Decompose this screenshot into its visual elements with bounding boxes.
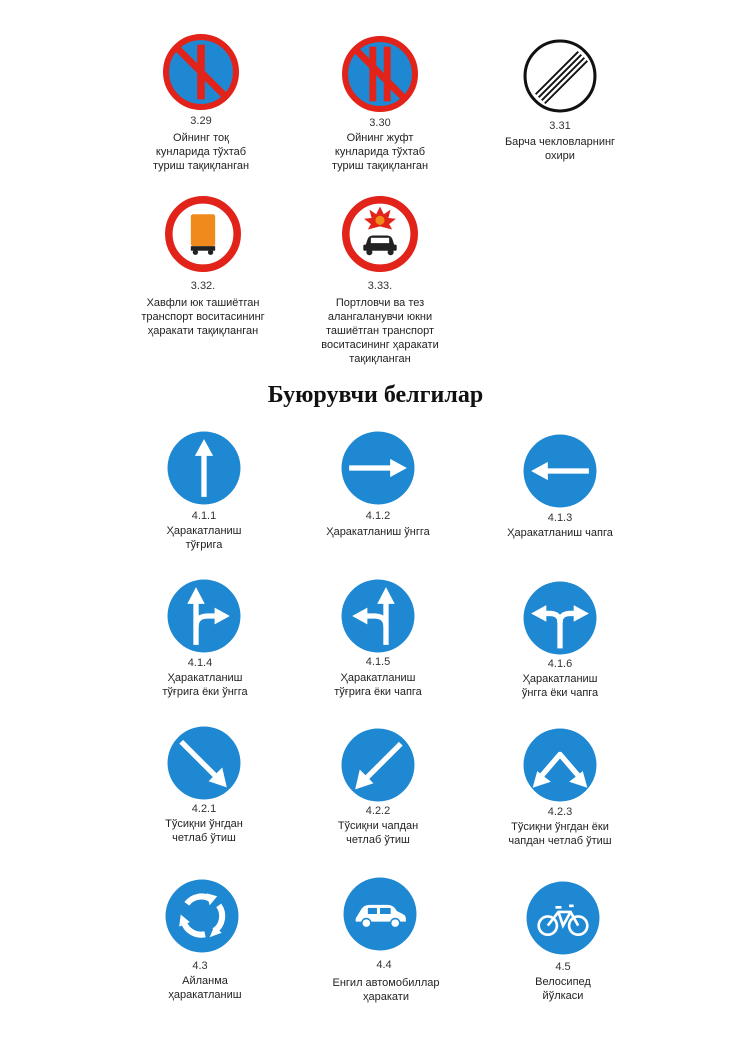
sign-code: 3.29 xyxy=(190,115,212,127)
no-dangerous-goods-icon xyxy=(165,196,241,272)
sign-caption: Ҳаракатланиш тўғрига xyxy=(166,525,242,551)
pass-either-side-icon xyxy=(522,727,598,803)
sign-caption: Ҳаракатланиш тўғрига ёки ўнгга xyxy=(162,672,248,698)
sign-code: 3.33. xyxy=(367,280,393,292)
sign-3-33 xyxy=(342,196,418,272)
sign-4-3 xyxy=(164,878,240,954)
end-of-all-restrictions-icon xyxy=(522,38,598,114)
sign-caption: Тўсиқни ўнгдан ёки чапдан четлаб ўтиш xyxy=(508,821,612,847)
sign-4-5 xyxy=(525,880,601,956)
keep-right-arrow-icon xyxy=(166,725,242,801)
sign-code: 4.3 xyxy=(192,960,208,972)
sign-caption: Ҳаракатланиш чапга xyxy=(507,527,613,539)
sign-3-29 xyxy=(163,34,239,110)
bicycle-icon xyxy=(525,880,601,956)
sign-caption: Ойнинг жуфт кунларида тўхтаб туриш тақиқланган xyxy=(331,132,429,172)
sign-3-30 xyxy=(342,36,418,112)
straight-or-right-arrow-icon xyxy=(166,578,242,654)
sign-code: 4.1.6 xyxy=(547,658,573,670)
sign-3-31 xyxy=(522,38,598,114)
sign-caption: Ҳаракатланиш ўнгга xyxy=(326,526,430,538)
sign-caption: Енгил автомобиллар ҳаракати xyxy=(332,977,440,1003)
left-or-right-arrow-icon xyxy=(522,580,598,656)
sign-caption: Тўсиқни чапдан четлаб ўтиш xyxy=(337,820,419,846)
no-parking-even-days-icon xyxy=(342,36,418,112)
sign-caption: Тўсиқни ўнгдан четлаб ўтиш xyxy=(165,818,243,844)
roundabout-icon xyxy=(164,878,240,954)
sign-code: 4.1.1 xyxy=(191,510,217,522)
sign-caption: Ҳаракатланиш тўғрига ёки чапга xyxy=(334,672,422,698)
no-explosives-icon xyxy=(342,196,418,272)
sign-code: 3.32. xyxy=(190,280,216,292)
sign-code: 4.2.3 xyxy=(547,806,573,818)
sign-caption: Ойнинг тоқ кунларида тўхтаб туриш тақиқланган xyxy=(152,132,250,172)
sign-code: 4.2.2 xyxy=(365,805,391,817)
sign-4-1-4 xyxy=(166,578,242,654)
sign-code: 4.4 xyxy=(376,959,392,971)
sign-4-1-3 xyxy=(522,433,598,509)
sign-code: 4.1.2 xyxy=(365,510,391,522)
sign-code: 4.2.1 xyxy=(191,803,217,815)
straight-or-left-arrow-icon xyxy=(340,578,416,654)
left-arrow-icon xyxy=(522,433,598,509)
straight-arrow-icon xyxy=(166,430,242,506)
sign-caption: Барча чекловларнинг охири xyxy=(504,136,616,162)
keep-left-arrow-icon xyxy=(340,727,416,803)
sign-caption: Хавфли юк ташиётган транспорт воситасининг ҳаракати тақиқланган xyxy=(141,297,265,337)
sign-code: 3.31 xyxy=(549,120,571,132)
sign-4-1-5 xyxy=(340,578,416,654)
sign-4-1-6 xyxy=(522,580,598,656)
sign-code: 4.1.3 xyxy=(547,512,573,524)
sign-4-2-3 xyxy=(522,727,598,803)
sign-caption: Айланма ҳаракатланиш xyxy=(168,975,242,1001)
sign-4-1-1 xyxy=(166,430,242,506)
sign-caption: Велосипед йўлкаси xyxy=(535,976,591,1002)
sign-3-32 xyxy=(165,196,241,272)
sign-code: 4.1.4 xyxy=(187,657,213,669)
right-arrow-icon xyxy=(340,430,416,506)
sign-4-2-2 xyxy=(340,727,416,803)
no-parking-odd-days-icon xyxy=(163,34,239,110)
sign-4-1-2 xyxy=(340,430,416,506)
sign-code: 4.5 xyxy=(555,961,571,973)
sign-4-4 xyxy=(342,876,418,952)
sign-code: 3.30 xyxy=(369,117,391,129)
passenger-car-icon xyxy=(342,876,418,952)
sign-caption: Ҳаракатланиш ўнгга ёки чапга xyxy=(521,673,599,699)
sign-caption: Портловчи ва тез алангаланувчи юкни ташиётган транспорт воситасининг ҳаракати тақиқланган xyxy=(321,297,439,365)
section-title: Буюрувчи белгилар xyxy=(267,382,484,408)
sign-4-2-1 xyxy=(166,725,242,801)
sign-code: 4.1.5 xyxy=(365,656,391,668)
